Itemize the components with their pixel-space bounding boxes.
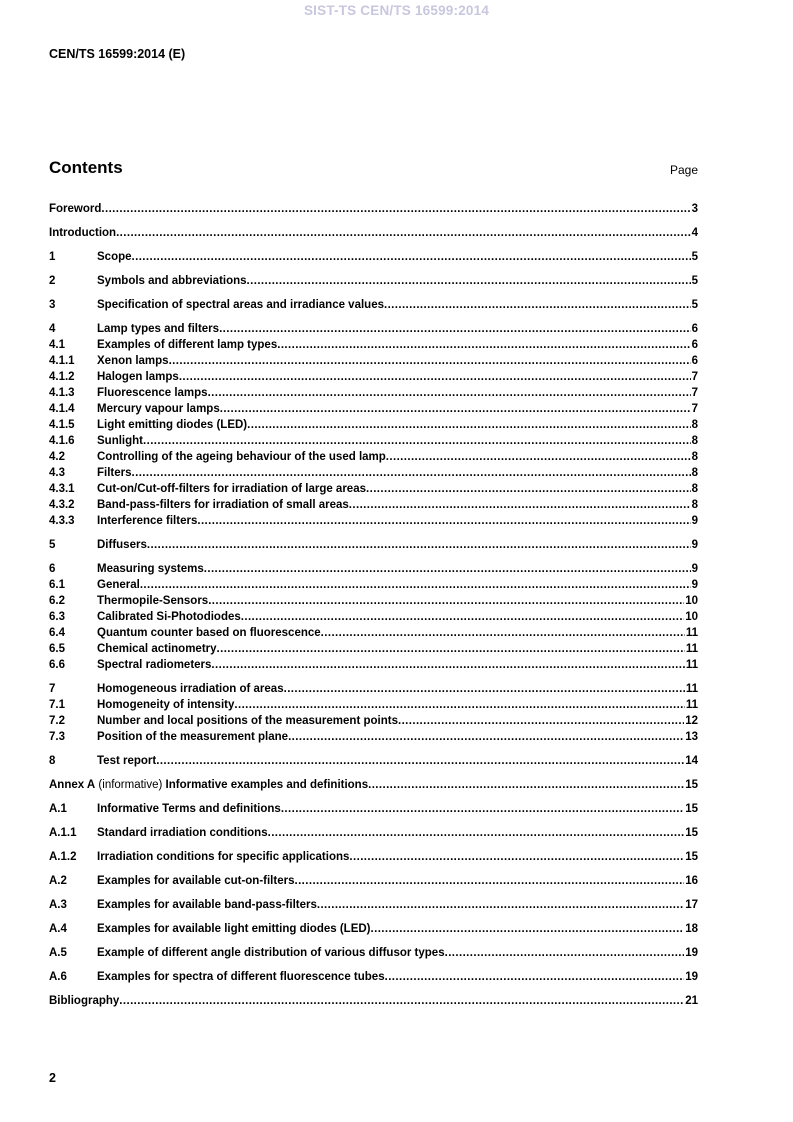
toc-entry-page: 15 [685,851,698,863]
toc-entry[interactable] [49,353,698,369]
toc-entry-number: 7 [49,683,56,695]
dot-leader [247,273,691,289]
dot-leader [284,681,685,697]
toc-entry-title: Spectral radiometers [97,659,212,671]
toc-entry-title: Informative Terms and definitions [97,803,281,815]
toc-entry-number: 1 [49,251,56,263]
toc-entry-number: 4.3.3 [49,515,75,527]
toc-gap [49,745,698,753]
toc-entry[interactable] [49,969,698,985]
toc-entry-page: 8 [691,483,698,495]
toc-entry[interactable] [49,401,698,417]
toc-entry-page: 15 [685,803,698,815]
dot-leader [371,921,685,937]
toc-entry-title: Bibliography [49,995,120,1007]
toc-entry-page: 13 [685,731,698,743]
toc-entry-title: Standard irradiation conditions [97,827,268,839]
toc-entry[interactable] [49,321,698,337]
dot-leader [132,249,691,265]
toc-entry-title: Homogeneous irradiation of areas [97,683,284,695]
toc-entry[interactable] [49,897,698,913]
toc-entry[interactable] [49,993,698,1009]
toc-entry-title: Lamp types and filters [97,323,220,335]
toc-entry-number: 4.1.1 [49,355,75,367]
toc-entry-number: 4.1.5 [49,419,75,431]
toc-entry-number: A.1 [49,803,67,815]
toc-gap [49,313,698,321]
toc-entry-number: 7.3 [49,731,65,743]
watermark: SIST-TS CEN/TS 16599:2014 [303,3,490,18]
toc-entry-title: Specification of spectral areas and irradiance values [97,299,384,311]
toc-entry-page: 7 [691,371,698,383]
toc-entry-page: 11 [685,659,698,671]
toc-gap [49,217,698,225]
toc-entry[interactable] [49,385,698,401]
toc-entry-title: Foreword [49,203,102,215]
toc-entry-title: Light emitting diodes (LED) [97,419,248,431]
toc-entry[interactable] [49,681,698,697]
toc-entry-page: 5 [691,251,698,263]
toc-entry[interactable] [49,873,698,889]
dot-leader [268,825,685,841]
toc-entry[interactable] [49,297,698,313]
toc-entry-title: Xenon lamps [97,355,169,367]
dot-leader [169,353,691,369]
toc-entry-page: 4 [691,227,698,239]
contents-title: Contents [49,158,123,177]
toc-entry[interactable] [49,273,698,289]
toc-entry-title: Examples for spectra of different fluorescence tubes [97,971,385,983]
toc-entry-title: Examples of different lamp types [97,339,278,351]
dot-leader [281,801,684,817]
dot-leader [116,225,691,241]
toc-entry-number: A.2 [49,875,67,887]
toc-entry-number: A.3 [49,899,67,911]
toc-entry-page: 7 [691,387,698,399]
toc-entry[interactable] [49,417,698,433]
dot-leader [156,753,684,769]
toc-entry-title: Interference filters [97,515,198,527]
dot-leader [366,481,691,497]
dot-leader [317,897,684,913]
toc-entry-number: 6.5 [49,643,65,655]
toc-entry-title: Halogen lamps [97,371,179,383]
toc-entry-page: 10 [685,611,698,623]
dot-leader [119,993,684,1009]
toc-entry-page: 8 [691,451,698,463]
dot-leader [385,969,685,985]
toc-entry-page: 14 [685,755,698,767]
toc-entry[interactable] [49,945,698,961]
toc-entry-page: 16 [685,875,698,887]
toc-entry[interactable] [49,201,698,217]
toc-entry-title: Calibrated Si-Photodiodes [97,611,241,623]
dot-leader [208,593,684,609]
toc-entry-title: Sunlight [97,435,143,447]
toc-entry[interactable] [49,513,698,529]
toc-entry[interactable] [49,465,698,481]
toc-entry[interactable] [49,537,698,553]
dot-leader [321,625,685,641]
toc-entry-page: 8 [691,467,698,479]
toc-entry-title: Band-pass-filters for irradiation of small areas [97,499,349,511]
toc-entry-title: Test report [97,755,157,767]
dot-leader [219,321,691,337]
toc-entry-page: 9 [691,515,698,527]
toc-entry-title: Cut-on/Cut-off-filters for irradiation of large areas [97,483,366,495]
toc-entry-page: 11 [685,683,698,695]
toc-gap [49,673,698,681]
toc-entry-page: 8 [691,435,698,447]
dot-leader [132,465,691,481]
dot-leader [384,297,691,313]
toc-entry-number: A.1.2 [49,851,77,863]
toc-entry-title: Controlling of the ageing behaviour of the used lamp [97,451,386,463]
toc-entry-page: 9 [691,563,698,575]
toc-entry-number: 4.1 [49,339,65,351]
toc-entry-title: Examples for available band-pass-filters [97,899,317,911]
toc-gap [49,985,698,993]
dot-leader [179,369,691,385]
toc-entry-page: 8 [691,499,698,511]
annex-title: Informative examples and definitions [165,779,369,791]
dot-leader [211,657,684,673]
toc-entry[interactable] [49,369,698,385]
toc-entry[interactable] [49,593,698,609]
toc-gap [49,865,698,873]
toc-entry-number: 5 [49,539,56,551]
toc-entry-title: Scope [97,251,132,263]
toc-entry[interactable] [49,641,698,657]
toc-entry-number: 3 [49,299,56,311]
dot-leader [386,449,691,465]
dot-leader [220,401,691,417]
toc-gap [49,265,698,273]
dot-leader [101,201,690,217]
toc-entry-page: 11 [685,699,698,711]
dot-leader [277,337,690,353]
toc-entry-number: 4.1.2 [49,371,75,383]
toc-entry-number: 7.2 [49,715,65,727]
toc-entry-page: 3 [691,203,698,215]
annex-label: Annex A [49,779,96,791]
toc-entry-number: 4.3.2 [49,499,75,511]
toc-entry-title: Homogeneity of intensity [97,699,235,711]
toc-entry-number: 2 [49,275,56,287]
toc-entry-page: 11 [685,643,698,655]
dot-leader [204,561,691,577]
toc-entry[interactable] [49,609,698,625]
toc-entry-number: A.4 [49,923,67,935]
toc-entry-title: Fluorescence lamps [97,387,208,399]
toc-entry-title: Position of the measurement plane [97,731,289,743]
toc-gap [49,529,698,537]
dot-leader [217,641,685,657]
toc-entry-number: 4.1.3 [49,387,75,399]
toc-gap [49,937,698,945]
toc-gap [49,913,698,921]
toc-entry[interactable] [49,577,698,593]
dot-leader [247,417,690,433]
toc-entry-number: 6.1 [49,579,65,591]
toc-entry-number: A.5 [49,947,67,959]
toc-entry-number: A.6 [49,971,67,983]
toc-entry-number: 4.1.4 [49,403,75,415]
toc-entry[interactable] [49,449,698,465]
toc-entry[interactable] [49,625,698,641]
toc-entry-title: Measuring systems [97,563,204,575]
toc-entry[interactable] [49,921,698,937]
toc-entry-number: 4 [49,323,56,335]
toc-entry-page: 17 [685,899,698,911]
toc-entry[interactable] [49,801,698,817]
toc-entry[interactable] [49,849,698,865]
toc-entry[interactable] [49,729,698,745]
toc-entry[interactable] [49,481,698,497]
toc-entry-number: 4.2 [49,451,65,463]
table-of-contents [49,201,698,1009]
toc-entry[interactable] [49,561,698,577]
dot-leader [349,849,684,865]
toc-entry-title: Diffusers [97,539,147,551]
toc-entry[interactable] [49,713,698,729]
toc-gap [49,769,698,777]
toc-entry-number: 4.3.1 [49,483,75,495]
page-column-label: Page [669,163,698,177]
toc-entry-page: 10 [685,595,698,607]
toc-gap [49,289,698,297]
toc-entry[interactable] [49,825,698,841]
toc-entry-page: 8 [691,419,698,431]
toc-entry-title: Mercury vapour lamps [97,403,220,415]
toc-entry-number: 6.6 [49,659,65,671]
toc-entry-page: 18 [685,923,698,935]
toc-entry-number: 6.4 [49,627,65,639]
toc-entry[interactable] [49,657,698,673]
toc-entry[interactable] [49,697,698,713]
dot-leader [294,873,684,889]
dot-leader [398,713,684,729]
toc-entry-page: 6 [691,323,698,335]
toc-entry-title: Number and local positions of the measurement points [97,715,398,727]
toc-entry-number: 4.3 [49,467,65,479]
toc-entry-page: 15 [685,779,698,791]
dot-leader [140,577,691,593]
toc-entry-number: 6 [49,563,56,575]
dot-leader [349,497,691,513]
dot-leader [368,777,684,793]
toc-entry-number: A.1.1 [49,827,77,839]
toc-entry-title: Quantum counter based on fluorescence [97,627,321,639]
toc-entry-title: Symbols and abbreviations [97,275,247,287]
dot-leader [288,729,684,745]
toc-entry-page: 19 [685,947,698,959]
toc-entry[interactable] [49,225,698,241]
toc-entry-page: 6 [691,355,698,367]
toc-entry[interactable] [49,249,698,265]
toc-entry-page: 19 [685,971,698,983]
toc-entry-number: 6.3 [49,611,65,623]
toc-gap [49,817,698,825]
toc-entry-page: 7 [691,403,698,415]
dot-leader [147,537,691,553]
toc-entry-page: 9 [691,539,698,551]
document-header: CEN/TS 16599:2014 (E) [49,47,186,61]
dot-leader [208,385,691,401]
toc-entry-page: 5 [691,299,698,311]
dot-leader [241,609,684,625]
dot-leader [143,433,691,449]
toc-entry-title: Examples for available cut-on-filters [97,875,295,887]
toc-entry-title: Examples for available light emitting diodes (LED) [97,923,371,935]
toc-gap [49,841,698,849]
toc-entry-page: 5 [691,275,698,287]
toc-entry-title: Example of different angle distribution of various diffusor types [97,947,445,959]
toc-entry-page: 9 [691,579,698,591]
toc-entry-page: 15 [685,827,698,839]
toc-entry-number: 8 [49,755,56,767]
toc-entry-title: Thermopile-Sensors [97,595,209,607]
toc-entry-title: Irradiation conditions for specific applications [97,851,350,863]
toc-entry[interactable] [49,777,698,793]
toc-entry-number: 4.1.6 [49,435,75,447]
toc-entry-page: 21 [685,995,698,1007]
toc-entry-title: Chemical actinometry [97,643,217,655]
dot-leader [234,697,684,713]
toc-entry-page: 11 [685,627,698,639]
toc-gap [49,889,698,897]
toc-entry-title: Introduction [49,227,117,239]
toc-entry-title: Filters [97,467,132,479]
dot-leader [197,513,690,529]
toc-entry-number: 6.2 [49,595,65,607]
toc-entry-title: General [97,579,140,591]
toc-entry[interactable] [49,753,698,769]
toc-gap [49,553,698,561]
toc-entry[interactable] [49,337,698,353]
toc-entry-number: 7.1 [49,699,65,711]
toc-entry[interactable] [49,497,698,513]
page-number: 2 [49,1071,56,1085]
toc-entry-title [49,777,368,793]
toc-gap [49,793,698,801]
toc-gap [49,241,698,249]
toc-entry[interactable] [49,433,698,449]
toc-gap [49,961,698,969]
dot-leader [445,945,685,961]
annex-informative-note: (informative) [95,779,166,791]
toc-entry-page: 12 [685,715,698,727]
toc-entry-page: 6 [691,339,698,351]
